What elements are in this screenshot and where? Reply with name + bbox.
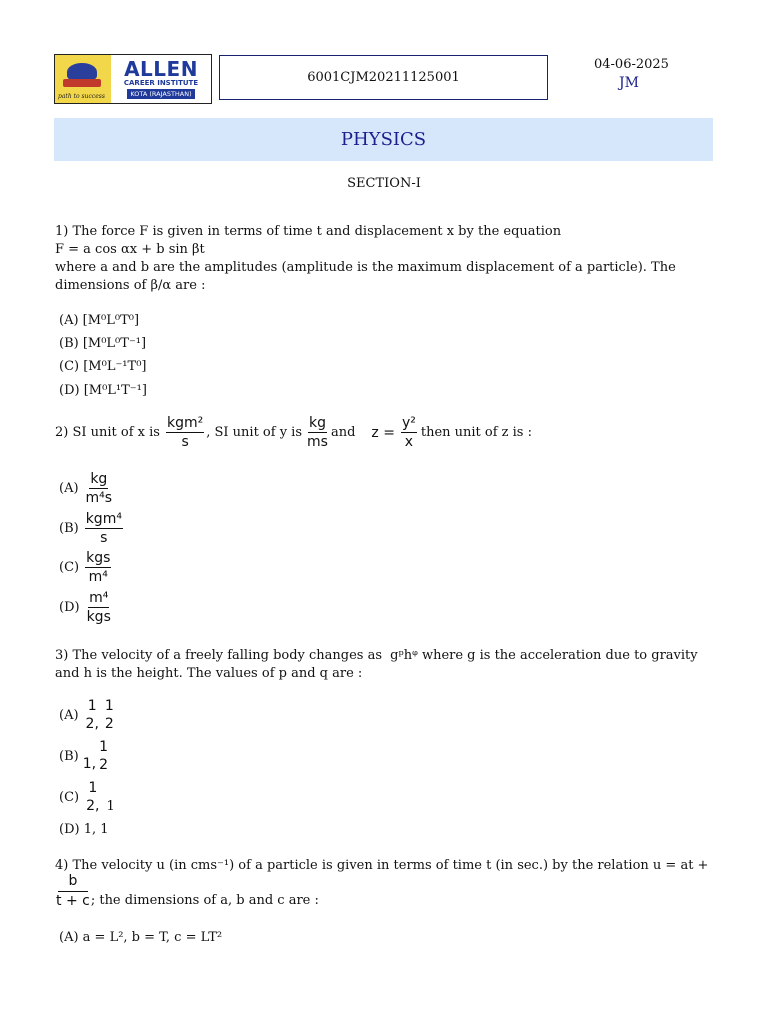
- q2-option-b-label: (B): [59, 521, 79, 536]
- q4-frac-num: b: [58, 873, 88, 892]
- q3-option-c[interactable]: [59, 780, 115, 814]
- q2-option-a-label: (A): [59, 481, 79, 496]
- q2-option-d-num: m⁴: [89, 590, 109, 606]
- q2-text-part4: then unit of z is :: [420, 425, 532, 440]
- q3-option-c-den: 2,: [86, 798, 100, 814]
- q3-option-b-den: 2: [99, 757, 108, 773]
- q2-z-den: x: [404, 434, 414, 450]
- q3-option-c-num: 1: [88, 780, 98, 796]
- q2-text-part3: and: [330, 425, 356, 440]
- q4-text-line2: [55, 873, 319, 909]
- q3-option-a-num2: 1: [104, 698, 114, 714]
- q3-option-a[interactable]: [59, 698, 117, 732]
- q2-z-label: z =: [371, 424, 395, 441]
- q1-option-b[interactable]: (B) [M⁰L⁰T⁻¹]: [59, 336, 147, 351]
- q2-z-fraction: [401, 415, 417, 450]
- q3-option-b-num: 1: [99, 739, 108, 755]
- q3-option-b-label: (B): [59, 748, 79, 764]
- q2-option-a[interactable]: [59, 471, 115, 506]
- q2-z-num: y²: [401, 415, 416, 431]
- q3-text-line2: and h is the height. The values of p and q are :: [55, 666, 363, 681]
- q1-option-d[interactable]: (D) [M⁰L¹T⁻¹]: [59, 383, 147, 398]
- q2-option-d-label: (D): [59, 600, 80, 615]
- q2-option-d-fraction: [86, 590, 112, 625]
- q3-option-a-den1: 2: [85, 716, 95, 732]
- q2-text-part1: 2) SI unit of x is: [55, 425, 160, 440]
- q2-text-part2: , SI unit of y is: [206, 425, 303, 440]
- paper-tag: JM: [619, 75, 639, 91]
- q3-text-line1: [55, 647, 698, 664]
- q3-option-b[interactable]: [59, 739, 111, 773]
- q4-text-line1: 4) The velocity u (in cms⁻¹) of a particle is given in terms of time t (in sec.) by the relation u = at +: [55, 858, 709, 873]
- q3-option-c-fraction: [85, 780, 100, 814]
- q2-y-den: ms: [307, 434, 328, 450]
- paper-code-box: [219, 55, 548, 100]
- q2-option-a-fraction: [85, 471, 114, 506]
- q3-option-b-fraction: [98, 739, 109, 773]
- paper-code: 6001CJM20211125001: [307, 70, 460, 85]
- q2-option-b-den: s: [100, 530, 108, 546]
- q1-equation: F = a cos αx + b sin βt: [55, 242, 205, 257]
- logo-emblem-icon: [55, 55, 111, 103]
- logo-city: KOTA (RAJASTHAN): [127, 89, 194, 99]
- q2-option-b-num: kgm⁴: [85, 511, 122, 527]
- q2-y-unit-fraction: [306, 415, 329, 450]
- logo-brand: ALLEN: [124, 57, 198, 81]
- q2-option-c[interactable]: [59, 550, 113, 585]
- section-title: SECTION-I: [347, 176, 421, 191]
- allen-logo: [54, 54, 212, 104]
- q2-option-c-fraction: [85, 550, 111, 585]
- q2-option-b-fraction: [85, 511, 123, 546]
- subject-title: PHYSICS: [340, 129, 427, 150]
- q2-y-num: kg: [308, 415, 326, 431]
- paper-date: 04-06-2025: [594, 57, 669, 72]
- q3-option-a-label: (A): [59, 707, 79, 723]
- q2-x-unit-fraction: [166, 415, 204, 450]
- q2-option-c-label: (C): [59, 560, 80, 575]
- q3-option-b-first: 1,: [82, 756, 97, 772]
- logo-institute: CAREER INSTITUTE: [123, 79, 199, 87]
- q1-text-line4: dimensions of β/α are :: [55, 278, 206, 293]
- q2-question: [55, 415, 532, 450]
- q4-text-part2: ; the dimensions of a, b and c are :: [90, 893, 319, 908]
- q4-option-a[interactable]: (A) a = L², b = T, c = LT²: [59, 930, 223, 945]
- q3-gh-expression: gᵖhᵠ: [390, 648, 418, 663]
- q4-fraction: [55, 873, 91, 909]
- q2-option-c-den: m⁴: [88, 569, 108, 585]
- q3-text-part2: where g is the acceleration due to gravity: [421, 648, 698, 663]
- q2-option-b[interactable]: [59, 511, 125, 546]
- q1-option-c[interactable]: (C) [M⁰L⁻¹T⁰]: [59, 359, 147, 374]
- q3-option-a-frac2: [104, 698, 115, 732]
- q4-frac-den: t + c: [56, 893, 90, 909]
- subject-banner: [54, 118, 713, 161]
- q3-option-c-label: (C): [59, 789, 80, 805]
- q3-option-c-rest: 1: [106, 799, 115, 814]
- q2-option-c-num: kgs: [86, 550, 111, 566]
- q3-option-a-den1-wrap: 2,: [85, 716, 99, 732]
- q2-option-a-den: m⁴s: [85, 490, 113, 506]
- q2-x-num: kgm²: [166, 415, 204, 431]
- q1-text-line1: 1) The force F is given in terms of time t and displacement x by the equation: [55, 224, 562, 239]
- q3-option-d[interactable]: (D) 1, 1: [59, 822, 109, 837]
- q3-option-a-frac1: [85, 698, 100, 732]
- q3-option-a-den2: 2: [104, 716, 114, 732]
- q1-text-line3: where a and b are the amplitudes (amplitude is the maximum displacement of a particle). The: [55, 260, 676, 275]
- q1-option-a[interactable]: (A) [M⁰L⁰T⁰]: [59, 313, 140, 328]
- q3-text-part1: 3) The velocity of a freely falling body changes as: [55, 648, 383, 663]
- q2-option-a-num: kg: [90, 471, 108, 487]
- q2-option-d-den: kgs: [86, 609, 111, 625]
- q2-option-d[interactable]: [59, 590, 114, 625]
- q2-x-den: s: [181, 434, 189, 450]
- logo-tagline: path to success: [58, 93, 105, 100]
- q3-option-a-num1: 1: [87, 698, 97, 714]
